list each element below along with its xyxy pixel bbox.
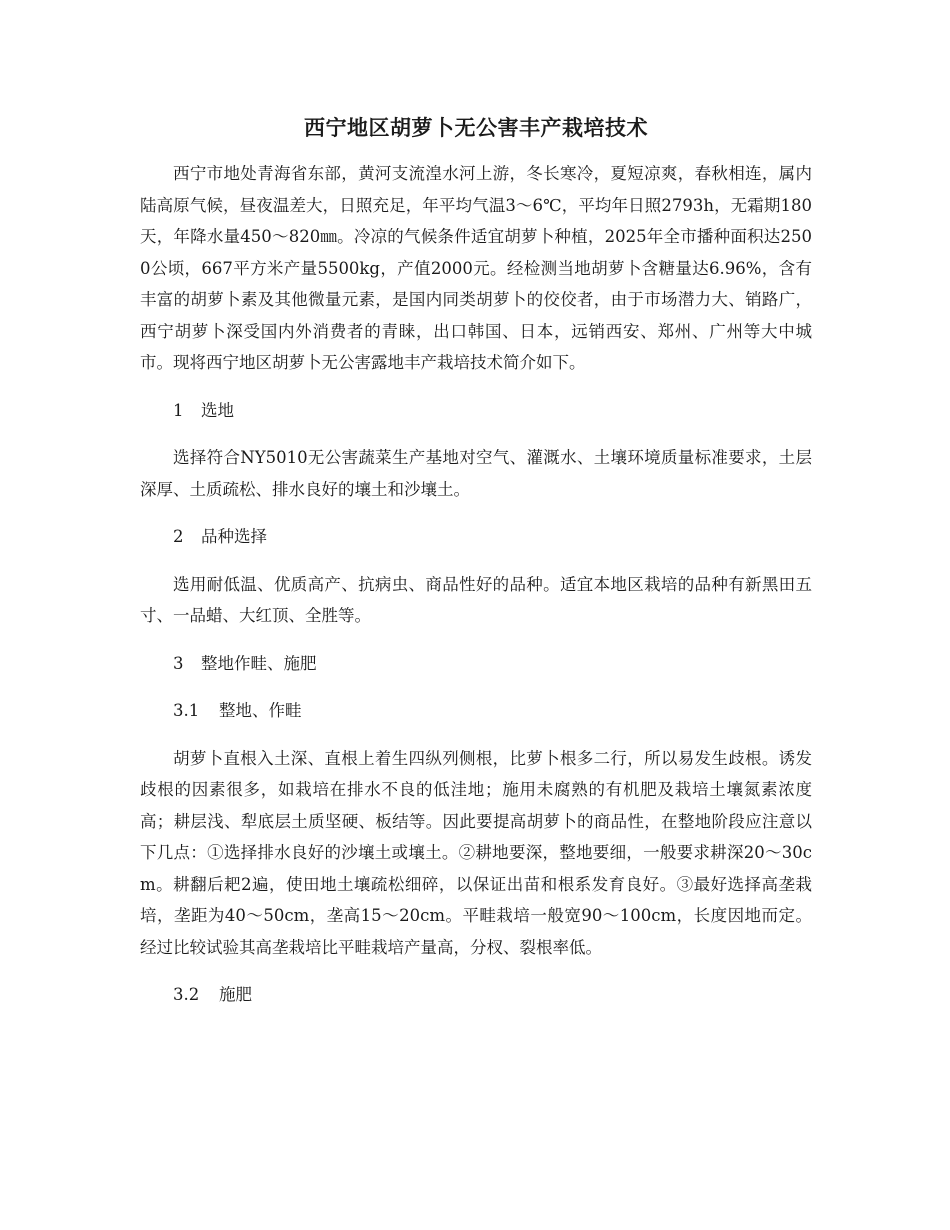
section-title: 整地、作畦 [219, 701, 302, 720]
section-title: 品种选择 [201, 527, 267, 546]
section-number: 2 [173, 527, 184, 546]
section-title: 整地作畦、施肥 [201, 653, 317, 673]
section-heading-1 [140, 395, 812, 427]
section-heading-3-2 [140, 979, 812, 1011]
section-paragraph-2: 选用耐低温、优质高产、抗病虫、商品性好的品种。适宜本地区栽培的品种有新黑田五寸、一品蜡、大红顶、全胜等。 [140, 574, 812, 625]
section-heading-3 [140, 648, 812, 680]
section-number: 3.1 [173, 701, 200, 720]
intro-paragraph: 西宁市地处青海省东部，黄河支流湟水河上游，冬长寒冷，夏短凉爽，春秋相连，属内陆高原气候，昼夜温差大，日照充足，年平均气温3～6℃，平均年日照2793h，无霜期180天，年降水量450～820㎜。冷凉的气候条件适宜胡萝卜种植，2025年全市播种面积达2500公顷，667平方米产量5500kg，产值2000元。经检测当地胡萝卜含糖量达6.96%，含有丰富的胡萝卜素及其他微量元素，是国内同类胡萝卜的佼佼者，由于市场潜力大、销路广，西宁胡萝卜深受国内外消费者的青睐，出口韩国、日本，远销西安、郑州、广州等大中城市。现将西宁地区胡萝卜无公害露地丰产栽培技术简介如下。 [140, 164, 812, 372]
section-heading-3-1 [140, 695, 812, 727]
section-title: 施肥 [219, 985, 252, 1004]
document-title: 西宁地区胡萝卜无公害丰产栽培技术 [304, 115, 648, 140]
section-paragraph-3-1: 胡萝卜直根入土深、直根上着生四纵列侧根，比萝卜根多二行，所以易发生歧根。诱发歧根的因素很多，如栽培在排水不良的低洼地；施用未腐熟的有机肥及栽培土壤氮素浓度高；耕层浅、犁底层土质坚硬、板结等。因此要提高胡萝卜的商品性，在整地阶段应注意以下几点：①选择排水良好的沙壤土或壤土。②耕地要深，整地要细，一般要求耕深20～30cm。耕翻后耙2遍，使田地土壤疏松细碎，以保证出苗和根系发育良好。③最好选择高垄栽培，垄距为40～50cm，垄高15～20cm。平畦栽培一般宽90～100cm，长度因地而定。经过比较试验其高垄栽培比平畦栽培产量高，分杈、裂根率低。 [140, 748, 812, 957]
section-title: 选地 [201, 400, 234, 420]
section-number: 3 [173, 653, 184, 673]
section-number: 3.2 [173, 985, 200, 1004]
document-body [140, 112, 812, 1027]
section-heading-2 [140, 521, 812, 553]
section-paragraph-1: 选择符合NY5010无公害蔬菜生产基地对空气、灌溉水、土壤环境质量标准要求，土层深厚、土质疏松、排水良好的壤土和沙壤土。 [140, 448, 812, 499]
section-number: 1 [173, 400, 184, 420]
